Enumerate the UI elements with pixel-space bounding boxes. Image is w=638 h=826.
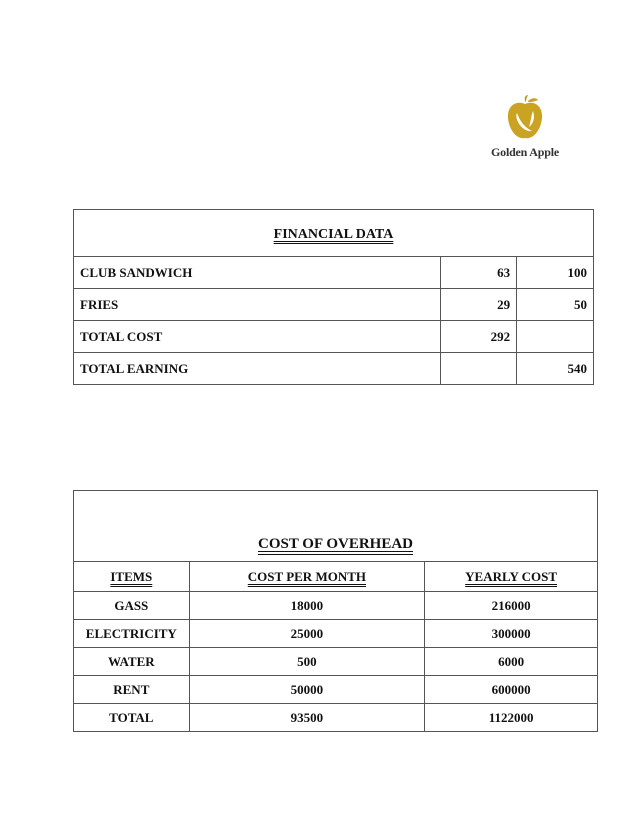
month-cell: 93500 xyxy=(189,704,425,732)
header-items-label: ITEMS xyxy=(110,568,153,584)
item-cell: ELECTRICITY xyxy=(74,620,190,648)
yearly-cell: 216000 xyxy=(425,592,598,620)
financial-data-table xyxy=(73,209,594,385)
overhead-title: COST OF OVERHEAD xyxy=(257,536,414,552)
yearly-cell: 6000 xyxy=(425,648,598,676)
row-label: TOTAL COST xyxy=(74,321,441,353)
table-row xyxy=(74,257,594,289)
row-value-a: 63 xyxy=(441,257,517,289)
row-value-b xyxy=(517,321,594,353)
table-row xyxy=(74,321,594,353)
header-yearly-label: YEARLY COST xyxy=(465,568,558,584)
month-cell: 50000 xyxy=(189,676,425,704)
overhead-title-cell xyxy=(74,491,598,562)
yearly-cell: 1122000 xyxy=(425,704,598,732)
header-items xyxy=(74,562,190,592)
item-cell: TOTAL xyxy=(74,704,190,732)
table-row xyxy=(74,676,598,704)
table-row xyxy=(74,648,598,676)
table-row xyxy=(74,353,594,385)
item-cell: RENT xyxy=(74,676,190,704)
yearly-cell: 600000 xyxy=(425,676,598,704)
overhead-table xyxy=(73,490,598,732)
row-value-a: 292 xyxy=(441,321,517,353)
table-row xyxy=(74,704,598,732)
header-row xyxy=(74,562,598,592)
financial-title: FINANCIAL DATA xyxy=(273,227,394,242)
header-month-label: COST PER MONTH xyxy=(247,568,366,584)
item-cell: GASS xyxy=(74,592,190,620)
month-cell: 25000 xyxy=(189,620,425,648)
row-value-b: 50 xyxy=(517,289,594,321)
table-row xyxy=(74,592,598,620)
item-cell: WATER xyxy=(74,648,190,676)
row-label: TOTAL EARNING xyxy=(74,353,441,385)
row-value-a: 29 xyxy=(441,289,517,321)
apple-icon xyxy=(502,95,548,143)
logo-text: Golden Apple xyxy=(491,145,559,159)
row-value-b: 540 xyxy=(517,353,594,385)
row-value-a xyxy=(441,353,517,385)
table-row xyxy=(74,289,594,321)
row-label: CLUB SANDWICH xyxy=(74,257,441,289)
month-cell: 500 xyxy=(189,648,425,676)
financial-title-cell xyxy=(74,210,594,257)
month-cell: 18000 xyxy=(189,592,425,620)
row-label: FRIES xyxy=(74,289,441,321)
row-value-b: 100 xyxy=(517,257,594,289)
yearly-cell: 300000 xyxy=(425,620,598,648)
golden-apple-logo xyxy=(484,95,566,163)
table-row xyxy=(74,620,598,648)
header-yearly xyxy=(425,562,598,592)
header-month xyxy=(189,562,425,592)
